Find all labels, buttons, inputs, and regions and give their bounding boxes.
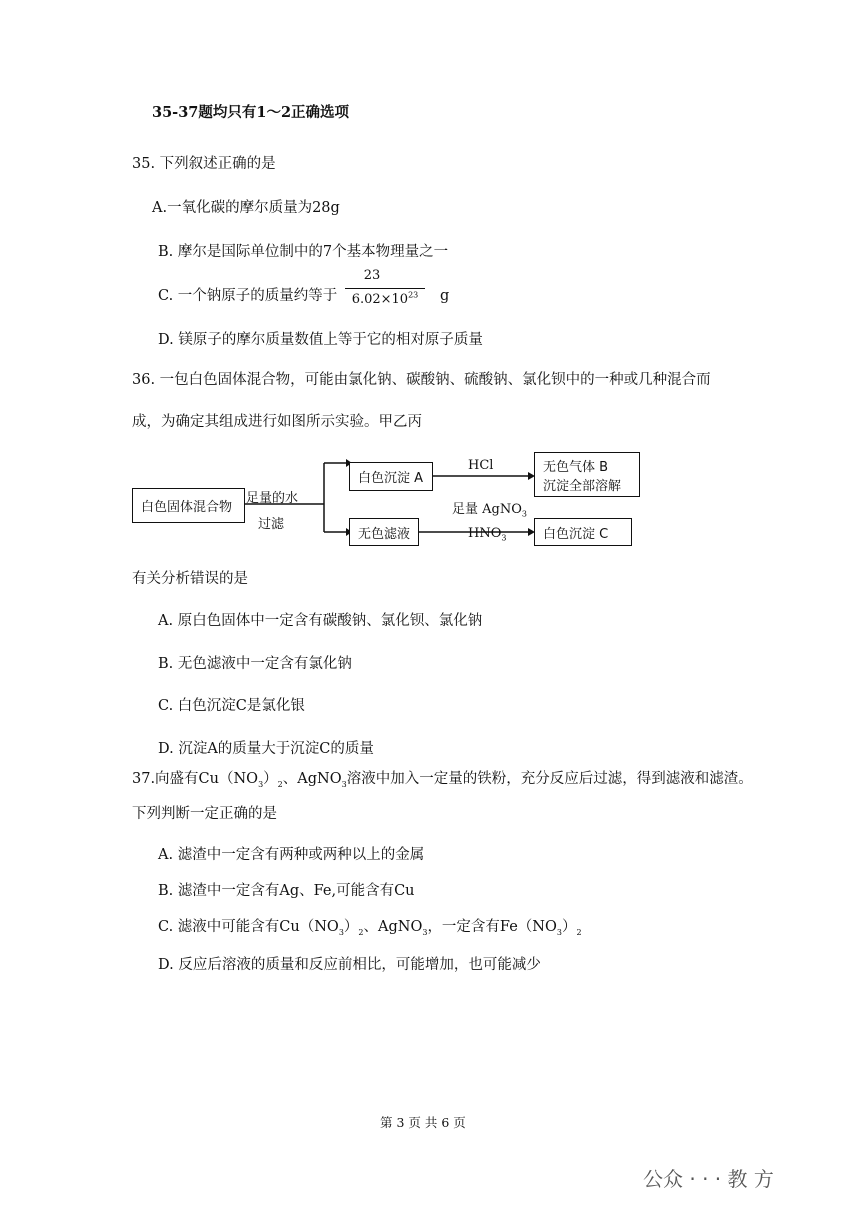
label-upper-reagent: HCl [468,458,494,473]
q35-option-d: D. 镁原子的摩尔质量数值上等于它的相对原子质量 [158,332,483,348]
box-start: 白色固体混合物 [132,488,245,523]
q36-option-b: B. 无色滤液中一定含有氯化钠 [158,656,352,672]
watermark: 公众 · · · 教 方 [643,1167,774,1191]
label-step-top: 足量的水 [246,491,299,506]
box-upper-result [534,452,640,497]
q35-option-a: A.一氧化碳的摩尔质量为28g [152,200,340,216]
fraction-denominator: $6.02\times 10^{23}$ [351,290,419,307]
box-upper: 白色沉淀 A [349,462,433,491]
q36-option-c: C. 白色沉淀C是氯化银 [158,698,305,714]
q36-stem-line1: 36. 一包白色固体混合物，可能由氯化钠、碳酸钠、硫酸钠、氯化钡中的一种或几种混合而 [132,372,711,388]
q37-option-c: C. 滤液中可能含有$Cu(NO_3)_2$、AgNO$_3$，一定含有$Fe(NO_3)_2$ [158,919,582,937]
fraction-numerator: 23 [363,268,381,283]
box-lower: 无色滤液 [349,518,419,546]
q36-option-d: D. 沉淀A的质量大于沉淀C的质量 [158,741,374,757]
q37-option-d: D. 反应后溶液的质量和反应前相比，可能增加，也可能减少 [158,957,541,973]
q35-stem: 35. 下列叙述正确的是 [132,156,276,172]
upper-result-line1: 无色气体 B [543,459,609,475]
q37-option-a: A. 滤渣中一定含有两种或两种以上的金属 [158,847,425,863]
q37-option-b: B. 滤渣中一定含有Ag、Fe,可能含有Cu [158,883,415,899]
label-lower-reagent-bottom: $HNO_3$ [468,526,507,543]
q37-stem-line1: 37.向盛有$Cu(NO_3)_2$、AgNO$_3$溶液中加入一定量的铁粉，充分反应后过滤，得到滤液和滤渣。 [132,771,753,789]
label-step-bottom: 过滤 [258,517,285,532]
q35-option-b: B. 摩尔是国际单位制中的7个基本物理量之一 [158,244,449,260]
section-header: 35-37题均只有1～2正确选项 [152,104,350,121]
q37-stem-line2: 下列判断一定正确的是 [132,806,277,822]
label-lower-reagent-top: 足量 AgNO$_3$ [452,502,527,519]
q36-stem-line2: 成，为确定其组成进行如图所示实验。甲乙丙 [132,414,422,430]
upper-result-line2: 沉淀全部溶解 [543,478,622,494]
q35-option-c-prefix: C. 一个钠原子的质量约等于 [158,288,338,304]
q36-prompt: 有关分析错误的是 [132,571,248,587]
box-lower-result: 白色沉淀 C [534,518,632,546]
page-footer: 第 3 页 共 6 页 [380,1115,466,1130]
q35-option-c-unit: g [440,288,450,304]
q36-option-a: A. 原白色固体中一定含有碳酸钠、氯化钡、氯化钠 [158,613,483,629]
